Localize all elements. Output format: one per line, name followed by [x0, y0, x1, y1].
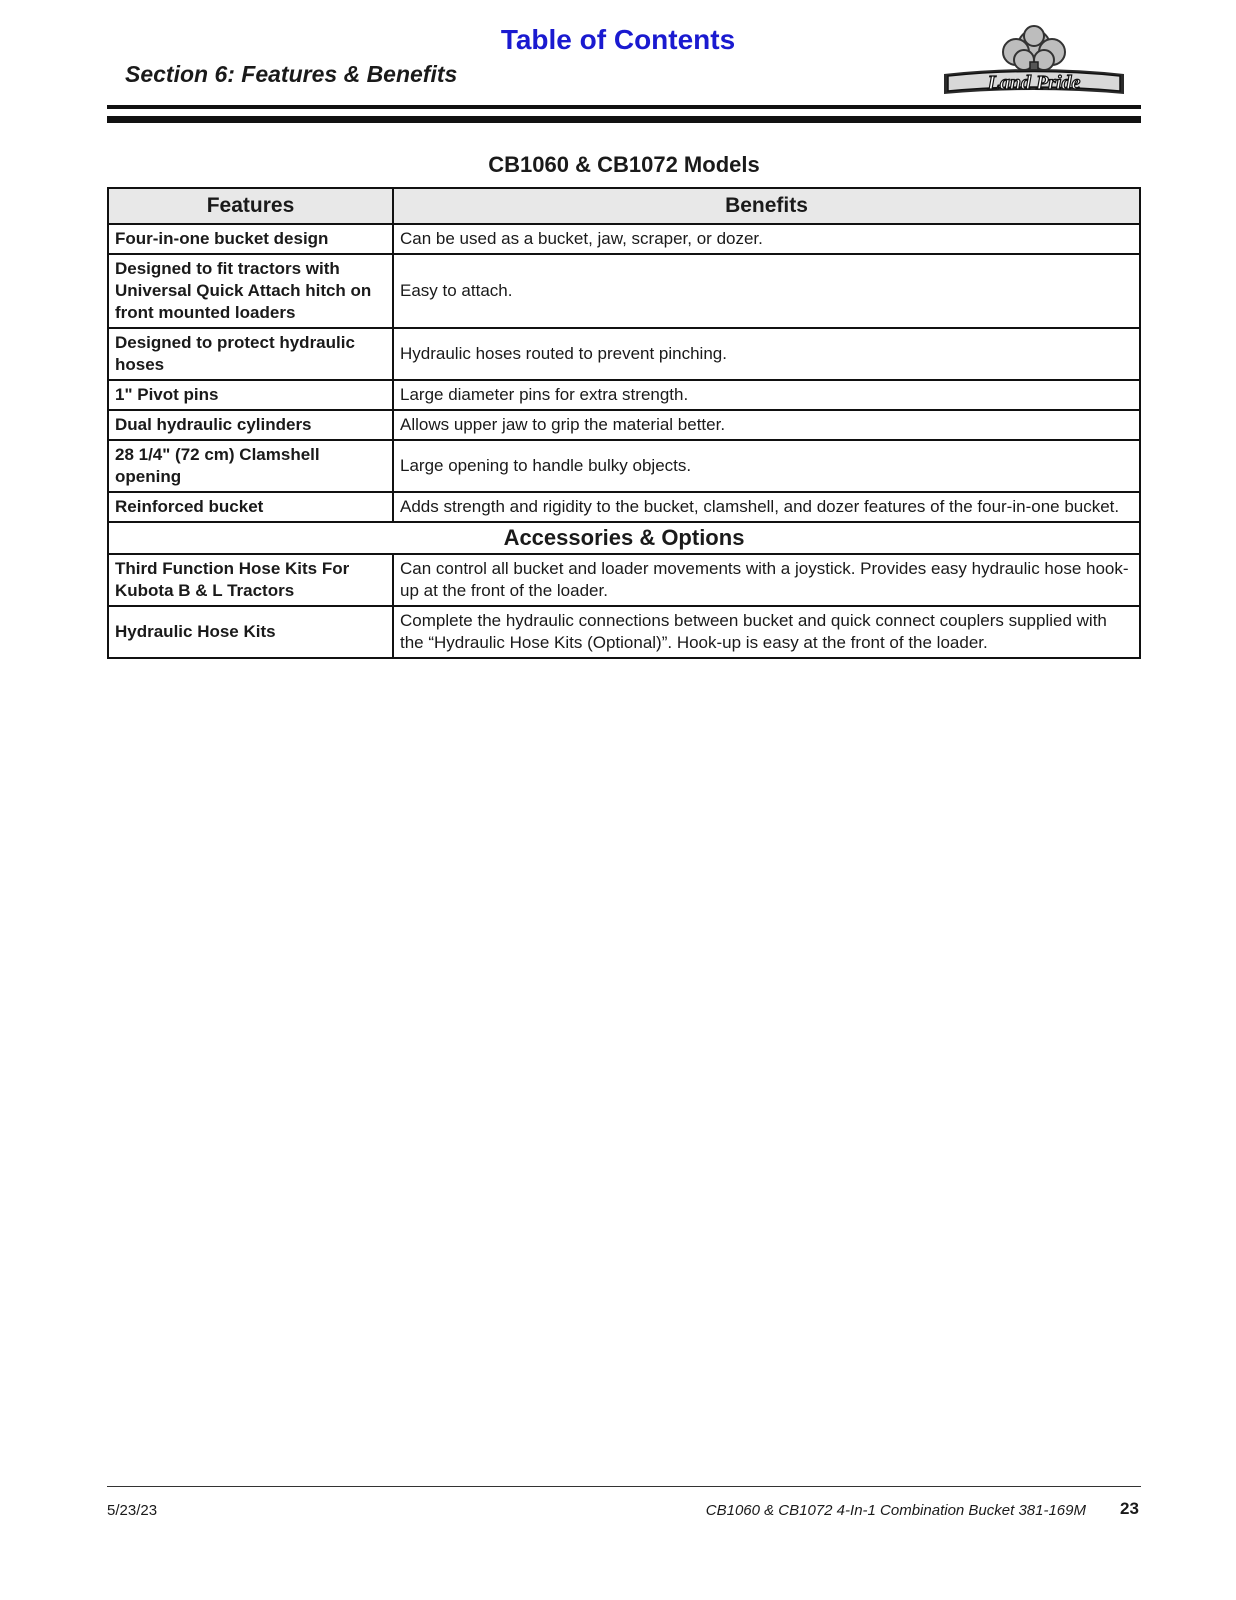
feature-cell: Hydraulic Hose Kits: [108, 606, 393, 658]
benefit-cell: Large diameter pins for extra strength.: [393, 380, 1140, 410]
table-row: [108, 440, 1140, 492]
features-benefits-table: [107, 187, 1141, 659]
header-rule-thin: [107, 105, 1141, 109]
table-row: [108, 254, 1140, 328]
feature-cell: Reinforced bucket: [108, 492, 393, 522]
table-header-row: [108, 188, 1140, 224]
feature-cell: 28 1/4" (72 cm) Clamshell opening: [108, 440, 393, 492]
accessories-heading: Accessories & Options: [108, 522, 1140, 554]
table-row: [108, 554, 1140, 606]
accessories-heading-row: [108, 522, 1140, 554]
header-rule-thick: [107, 116, 1141, 123]
benefit-cell: Adds strength and rigidity to the bucket, clamshell, and dozer features of the four-in-one bucket.: [393, 492, 1140, 522]
table-row: [108, 606, 1140, 658]
benefit-cell: Allows upper jaw to grip the material better.: [393, 410, 1140, 440]
benefits-column-header: Benefits: [393, 188, 1140, 224]
benefit-cell: Can control all bucket and loader movements with a joystick. Provides easy hydraulic hose hook-up at the front of the loader.: [393, 554, 1140, 606]
feature-cell: Dual hydraulic cylinders: [108, 410, 393, 440]
models-title: CB1060 & CB1072 Models: [488, 152, 760, 177]
feature-cell: 1" Pivot pins: [108, 380, 393, 410]
benefit-cell: Hydraulic hoses routed to prevent pinching.: [393, 328, 1140, 380]
table-of-contents-link[interactable]: Table of Contents: [500, 24, 736, 55]
table-row: [108, 380, 1140, 410]
table-row: [108, 492, 1140, 522]
table-row: [108, 224, 1140, 254]
feature-cell: Four-in-one bucket design: [108, 224, 393, 254]
feature-cell: Third Function Hose Kits For Kubota B & L Tractors: [108, 554, 393, 606]
benefit-cell: Large opening to handle bulky objects.: [393, 440, 1140, 492]
benefit-cell: Easy to attach.: [393, 254, 1140, 328]
section-title: Section 6: Features & Benefits: [125, 61, 458, 87]
footer-date: 5/23/23: [107, 1502, 158, 1519]
page-number: 23: [1120, 1499, 1139, 1518]
footer-rule: [107, 1486, 1141, 1487]
benefit-cell: Complete the hydraulic connections between bucket and quick connect couplers supplied with the “Hydraulic Hose Kits (Optional)”. Hook-up is easy at the front of the loader.: [393, 606, 1140, 658]
land-pride-logo: [936, 24, 1132, 104]
table-row: [108, 410, 1140, 440]
benefit-cell: Can be used as a bucket, jaw, scraper, or dozer.: [393, 224, 1140, 254]
footer-document-title: CB1060 & CB1072 4-In-1 Combination Bucket 381-169M: [705, 1502, 1086, 1519]
svg-text:Land Pride: Land Pride: [987, 72, 1081, 94]
feature-cell: Designed to fit tractors with Universal Quick Attach hitch on front mounted loaders: [108, 254, 393, 328]
features-column-header: Features: [108, 188, 393, 224]
feature-cell: Designed to protect hydraulic hoses: [108, 328, 393, 380]
table-row: [108, 328, 1140, 380]
